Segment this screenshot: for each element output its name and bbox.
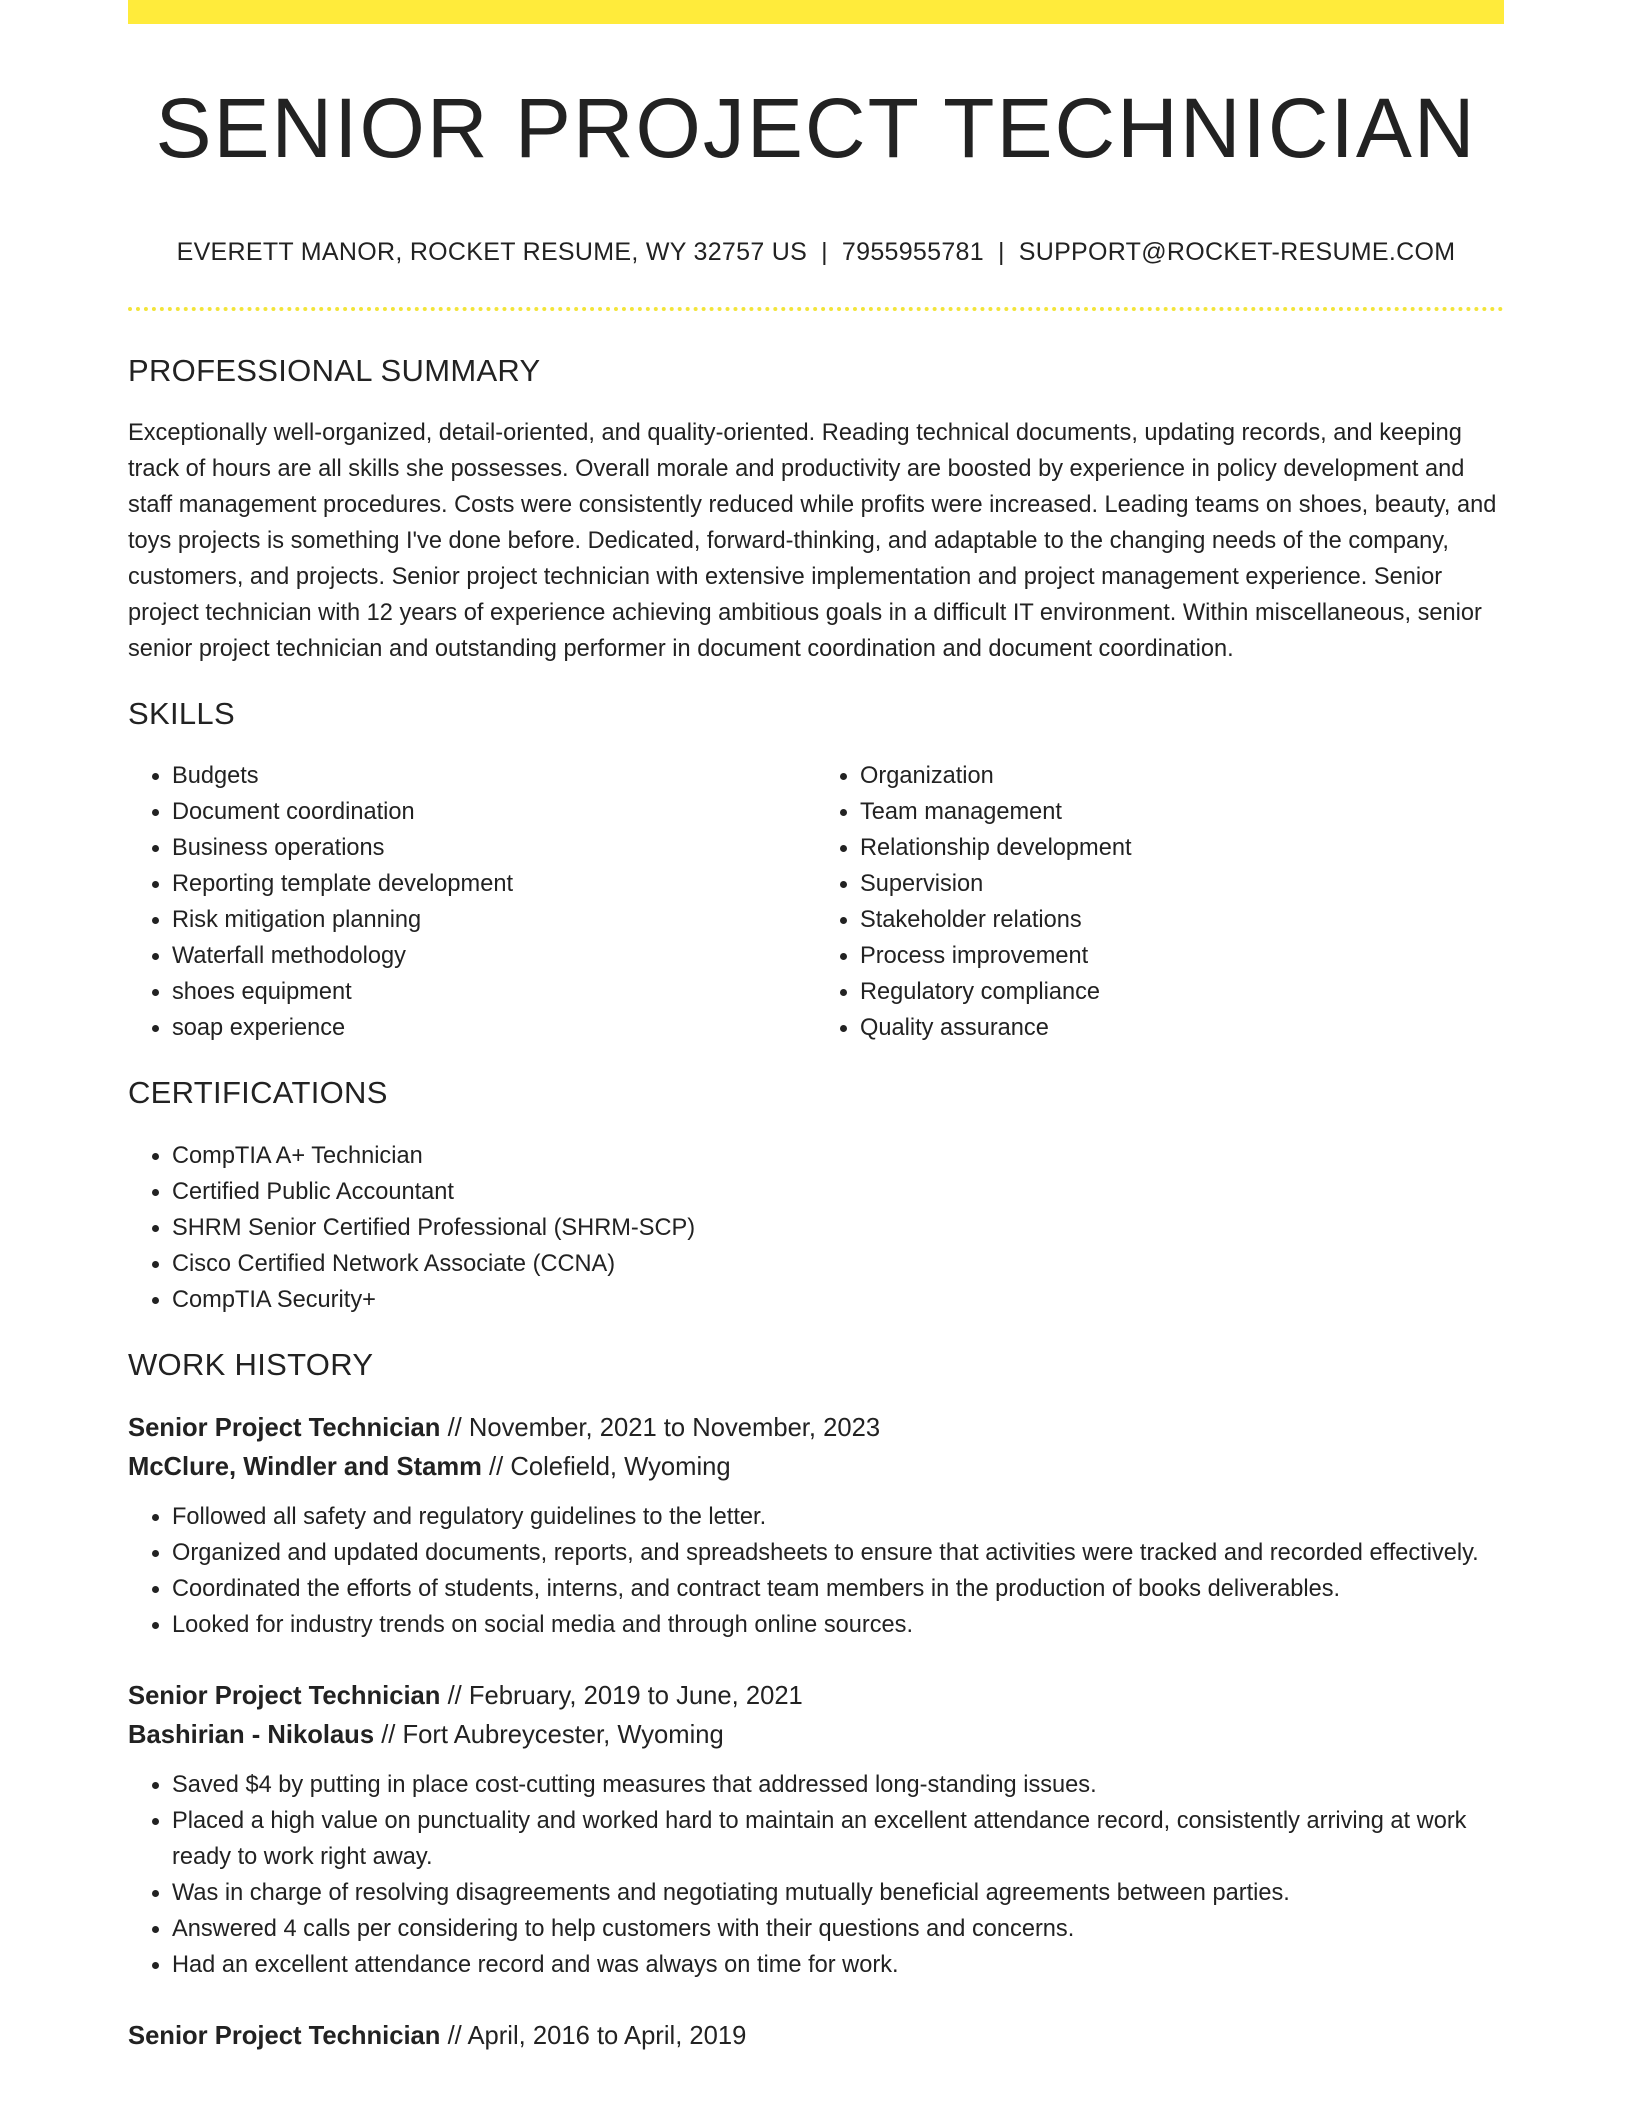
skill-item: • Supervision	[860, 866, 1504, 902]
job-entry	[128, 2017, 1504, 2056]
skills-right-list	[816, 758, 1504, 1046]
skill-item: • Budgets	[172, 758, 816, 794]
skill-item: • Team management	[860, 794, 1504, 830]
certification-item: • CompTIA A+ Technician	[172, 1138, 1504, 1174]
certification-item: • Certified Public Accountant	[172, 1174, 1504, 1210]
job-bullet: • Saved $4 by putting in place cost-cutting measures that addressed long-standing issues.	[172, 1767, 1504, 1803]
job-dates: // February, 2019 to June, 2021	[447, 1681, 803, 1710]
summary-heading: PROFESSIONAL SUMMARY	[128, 353, 541, 388]
skill-item: • Risk mitigation planning	[172, 902, 816, 938]
skill-item: • Document coordination	[172, 794, 816, 830]
job-company-line	[128, 1448, 1504, 1487]
certifications-heading: CERTIFICATIONS	[128, 1075, 388, 1111]
job-bullet: • Answered 4 calls per considering to help customers with their questions and concerns.	[172, 1911, 1504, 1947]
certification-item: • CompTIA Security+	[172, 1282, 1504, 1318]
job-title: Senior Project Technician	[128, 2021, 441, 2050]
contact-address: EVERETT MANOR, ROCKET RESUME, WY 32757 US	[176, 238, 808, 266]
work-history-heading: WORK HISTORY	[128, 1346, 374, 1382]
skill-item: • Business operations	[172, 830, 816, 866]
job-title-line	[128, 2017, 1504, 2056]
job-bullet: • Had an excellent attendance record and was always on time for work.	[172, 1947, 1504, 1983]
job-company: McClure, Windler and Stamm	[128, 1452, 482, 1481]
skill-item: • Relationship development	[860, 830, 1504, 866]
skill-item: • Waterfall methodology	[172, 938, 816, 974]
resume-content	[128, 352, 1504, 2090]
job-bullet: • Followed all safety and regulatory guidelines to the letter.	[172, 1499, 1504, 1535]
job-bullet: • Organized and updated documents, reports, and spreadsheets to ensure that activities were tracked and recorded effectively.	[172, 1535, 1504, 1571]
job-entry	[128, 1409, 1504, 1643]
skill-item: • Process improvement	[860, 938, 1504, 974]
job-location: // Colefield, Wyoming	[489, 1452, 731, 1481]
contact-line	[128, 238, 1504, 267]
skill-item: • Stakeholder relations	[860, 902, 1504, 938]
certification-item: • Cisco Certified Network Associate (CCNA)	[172, 1246, 1504, 1282]
accent-top-bar	[128, 0, 1504, 24]
job-company: Bashirian - Nikolaus	[128, 1720, 375, 1749]
job-location: // Fort Aubreycester, Wyoming	[381, 1720, 724, 1749]
job-title-line	[128, 1677, 1504, 1716]
job-title: Senior Project Technician	[128, 1681, 441, 1710]
contact-separator: |	[997, 238, 1005, 266]
job-dates: // November, 2021 to November, 2023	[447, 1413, 881, 1442]
skill-item: • Reporting template development	[172, 866, 816, 902]
resume-title: SENIOR PROJECT TECHNICIAN	[155, 81, 1477, 175]
skill-item: • soap experience	[172, 1010, 816, 1046]
skills-left-list	[128, 758, 816, 1046]
job-bullet: • Looked for industry trends on social media and through online sources.	[172, 1607, 1504, 1643]
skill-item: • Regulatory compliance	[860, 974, 1504, 1010]
job-bullets	[128, 1767, 1504, 1983]
job-company-line	[128, 1716, 1504, 1755]
job-bullet: • Placed a high value on punctuality and worked hard to maintain an excellent attendance record, consistently arriving at work ready to work right away.	[172, 1803, 1504, 1875]
job-title-line	[128, 1409, 1504, 1448]
contact-phone: 7955955781	[841, 238, 984, 266]
summary-text: Exceptionally well-organized, detail-oriented, and quality-oriented. Reading technical documents, updating records, and keeping track of hours are all skills she possesses. Overall morale and productivity are boosted by experience in policy development and staff management procedures. Costs were consistently reduced while profits were increased. Leading teams on shoes, beauty, and toys projects is something I've done before. Dedicated, forward-thinking, and adaptable to the changing needs of the company, customers, and projects. Senior project technician with extensive implementation and project management experience. Senior project technician with 12 years of experience achieving ambitious goals in a difficult IT environment. Within miscellaneous, senior senior project technician and outstanding performer in document coordination and document coordination.	[128, 420, 1497, 663]
job-entry	[128, 1677, 1504, 1983]
dotted-divider	[128, 307, 1504, 311]
job-bullet: • Coordinated the efforts of students, interns, and contract team members in the production of books deliverables.	[172, 1571, 1504, 1607]
skill-item: • shoes equipment	[172, 974, 816, 1010]
job-bullets	[128, 1499, 1504, 1643]
contact-email: SUPPORT@ROCKET-RESUME.COM	[1018, 238, 1456, 266]
skills-heading: SKILLS	[128, 696, 235, 732]
job-title: Senior Project Technician	[128, 1413, 441, 1442]
job-dates: // April, 2016 to April, 2019	[447, 2021, 747, 2050]
certifications-list	[128, 1138, 1504, 1318]
certification-item: • SHRM Senior Certified Professional (SHRM-SCP)	[172, 1210, 1504, 1246]
skill-item: • Quality assurance	[860, 1010, 1504, 1046]
skill-item: • Organization	[860, 758, 1504, 794]
skills-columns	[128, 758, 1504, 1046]
contact-separator: |	[821, 238, 828, 266]
job-bullet: • Was in charge of resolving disagreements and negotiating mutually beneficial agreements between parties.	[172, 1875, 1504, 1911]
